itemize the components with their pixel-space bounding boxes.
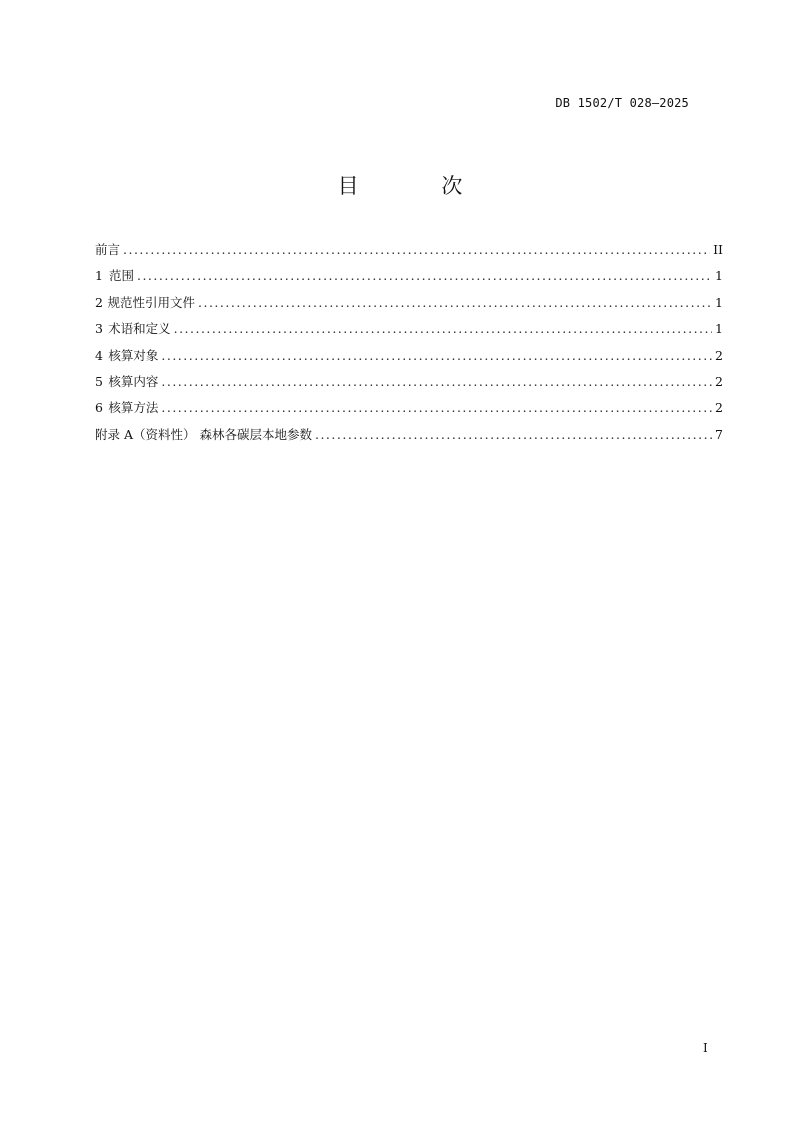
toc-entry-terms-definitions[interactable] <box>95 319 723 345</box>
toc-entry-page: 1 <box>715 321 723 337</box>
dot-leader <box>161 374 712 389</box>
toc-entry-page: 1 <box>715 268 723 284</box>
toc-entry-foreword[interactable] <box>95 240 723 266</box>
dot-leader <box>174 321 712 336</box>
document-code: DB 1502/T 028—2025 <box>555 96 689 110</box>
dot-leader <box>137 268 712 283</box>
toc-entry-scope[interactable] <box>95 266 723 292</box>
toc-entry-number: 3 <box>95 321 103 337</box>
dot-leader <box>315 427 712 442</box>
toc-entry-normative-references[interactable] <box>95 293 723 319</box>
toc-entry-page: 7 <box>715 426 723 442</box>
dot-leader <box>161 348 712 363</box>
toc-entry-accounting-method[interactable] <box>95 398 723 424</box>
dot-leader <box>161 400 712 415</box>
toc-entry-number: 2 <box>95 294 103 310</box>
toc-entry-page: II <box>713 242 723 257</box>
toc-entry-number: 4 <box>95 347 103 363</box>
toc-entry-label: 核算方法 <box>108 400 159 416</box>
page-number: I <box>703 1041 708 1055</box>
toc-entry-accounting-object[interactable] <box>95 346 723 372</box>
dot-leader <box>123 242 710 257</box>
toc-entry-label: 前言 <box>95 242 121 257</box>
toc-entry-label: 范围 <box>108 268 134 284</box>
toc-entry-label: 核算内容 <box>108 373 159 389</box>
toc-entry-label: 核算对象 <box>108 347 159 363</box>
toc-entry-page: 2 <box>715 347 723 363</box>
dot-leader <box>198 295 712 310</box>
toc-entry-number: 5 <box>95 373 103 389</box>
toc-entry-label: 附录 A（资料性） 森林各碳层本地参数 <box>95 426 312 442</box>
toc-entry-page: 2 <box>715 400 723 416</box>
toc-entry-page: 1 <box>715 294 723 310</box>
table-of-contents <box>95 240 723 451</box>
toc-entry-page: 2 <box>715 373 723 389</box>
toc-entry-label: 术语和定义 <box>108 321 171 337</box>
toc-entry-number: 1 <box>95 268 103 284</box>
toc-title: 目 次 <box>337 174 501 198</box>
toc-entry-label: 规范性引用文件 <box>107 294 195 310</box>
toc-entry-accounting-content[interactable] <box>95 372 723 398</box>
toc-entry-appendix-a[interactable] <box>95 425 723 451</box>
toc-entry-number: 6 <box>95 400 103 416</box>
